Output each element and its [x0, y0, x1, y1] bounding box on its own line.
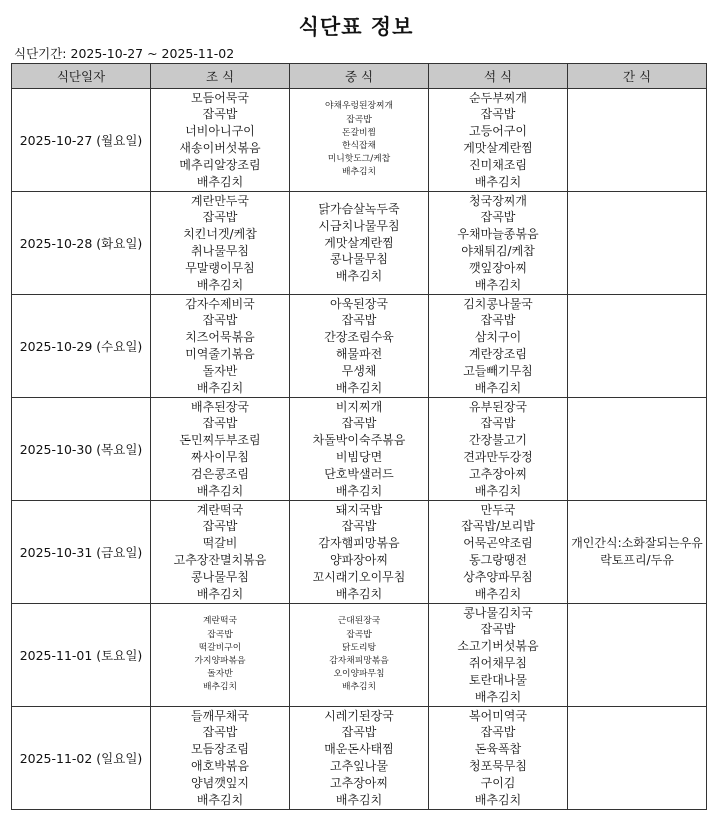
menu-item: 고추잎나물: [330, 759, 388, 773]
meal-cell-lunch: [290, 501, 429, 604]
menu-item: 배추김치: [203, 682, 237, 693]
meal-date: 2025-10-31 (금요일): [12, 501, 151, 604]
menu-item: 배추김치: [474, 483, 522, 498]
menu-item: 배추김치: [196, 277, 244, 292]
menu-item: 새송이버섯볶음: [179, 141, 261, 155]
menu-item: 닭가슴살녹두죽: [318, 202, 400, 216]
menu-item: 잡곡밥: [341, 725, 377, 740]
menu-item: 검은콩조림: [191, 466, 249, 481]
menu-item: 계란장조림: [469, 347, 527, 361]
menu-item: 토란대나물: [469, 672, 527, 687]
menu-item: 고등어구이: [469, 124, 527, 139]
menu-item: 닭도리탕: [342, 642, 376, 653]
meal-cell-breakfast: [151, 707, 290, 810]
meal-cell-breakfast: [151, 295, 290, 398]
menu-item: 깻잎장아찌: [469, 260, 527, 275]
menu-item: 떡갈비: [202, 536, 238, 551]
menu-item: 배추김치: [196, 586, 244, 601]
menu-item: 아욱된장국: [330, 296, 388, 311]
menu-item: 콩나물무침: [330, 252, 388, 267]
menu-item: 야채튀김/케찹: [461, 244, 535, 258]
menu-item: 들깨무채국: [191, 708, 249, 723]
menu-item: 비빔당면: [335, 450, 383, 464]
menu-item: 동그랑땡전: [469, 553, 527, 567]
menu-item: 잡곡밥: [202, 416, 238, 431]
menu-item: 잡곡밥: [480, 416, 516, 431]
menu-item: 배추김치: [474, 380, 522, 395]
menu-item: 배추김치: [342, 167, 376, 178]
menu-item: 잡곡밥: [480, 313, 516, 328]
menu-item: 모듬어묵국: [191, 90, 249, 105]
menu-item: 메추리알장조림: [179, 157, 261, 172]
menu-item: 무말랭이무침: [185, 260, 255, 275]
meal-cell-lunch: [290, 707, 429, 810]
menu-item: 배추김치: [474, 586, 522, 601]
menu-item: 한식잡채: [342, 141, 376, 151]
meal-date: 2025-10-30 (목요일): [12, 398, 151, 501]
menu-item: 취나물무침: [191, 244, 249, 258]
menu-item: 순두부찌개: [469, 90, 527, 105]
menu-item: 배추김치: [196, 380, 244, 395]
table-row: [12, 192, 707, 295]
meal-period: 식단기간: 2025-10-27 ~ 2025-11-02: [14, 46, 235, 61]
table-row: [12, 707, 707, 810]
meal-cell-breakfast: [151, 398, 290, 501]
menu-item: 배추김치: [335, 792, 383, 807]
menu-item: 배추된장국: [191, 399, 249, 414]
menu-item: 콩나물무침: [191, 569, 249, 584]
meal-date: 2025-10-29 (수요일): [12, 295, 151, 398]
menu-item: 돈육폭찹: [474, 742, 522, 757]
menu-item: 잡곡밥: [202, 519, 238, 534]
menu-item: 락토프리/두유: [600, 553, 674, 567]
menu-item: 애호박볶음: [191, 759, 249, 773]
menu-item: 시레기된장국: [324, 708, 394, 723]
menu-item: 오이양파무침: [333, 669, 385, 680]
menu-item: 계란떡국: [196, 502, 244, 517]
menu-item: 근대된장국: [337, 616, 381, 627]
menu-item: 모듬장조림: [191, 742, 249, 757]
meal-cell-dinner: [429, 192, 568, 295]
menu-item: 양념깻잎지: [191, 775, 249, 790]
menu-item: 배추김치: [196, 483, 244, 498]
menu-item: 떡갈비구이: [198, 642, 242, 653]
menu-item: 고추장잔멸치볶음: [173, 553, 267, 567]
menu-item: 시금치나물무침: [318, 218, 400, 233]
menu-item: 야채우렁된장찌개: [325, 101, 393, 112]
menu-item: 잡곡밥: [202, 725, 238, 740]
menu-item: 배추김치: [196, 174, 244, 189]
menu-item: 치즈어묵볶음: [185, 330, 255, 345]
menu-item: 감자채피망볶음: [329, 656, 389, 666]
menu-item: 잡곡밥: [346, 114, 372, 125]
menu-item: 복어미역국: [469, 708, 527, 723]
menu-item: 진미채조림: [469, 157, 527, 172]
menu-item: 꼬시래기오이무침: [312, 569, 406, 584]
menu-item: 미니핫도그/케찹: [327, 154, 391, 165]
menu-item: 삼치구이: [474, 330, 522, 345]
menu-item: 단호박샐러드: [324, 466, 394, 481]
meal-cell-snack: [568, 192, 707, 295]
table-row: [12, 501, 707, 604]
meal-cell-lunch: [290, 89, 429, 192]
menu-item: 배추김치: [474, 689, 522, 704]
meal-cell-snack: [568, 707, 707, 810]
meal-cell-lunch: [290, 295, 429, 398]
menu-item: 배추김치: [474, 174, 522, 189]
menu-item: 돼지국밥: [335, 502, 383, 517]
menu-item: 콩나물김치국: [463, 605, 533, 620]
table-row: [12, 89, 707, 192]
menu-item: 해물파전: [335, 347, 383, 361]
menu-item: 잡곡밥: [202, 313, 238, 328]
meal-cell-breakfast: [151, 89, 290, 192]
menu-item: 우채마늘종볶음: [457, 227, 539, 242]
menu-item: 게맛살계란찜: [324, 235, 394, 250]
menu-item: 돌자반: [202, 363, 238, 378]
menu-item: 배추김치: [474, 792, 522, 807]
meal-table-body: [12, 89, 707, 810]
menu-item: 청포묵무침: [469, 759, 527, 773]
menu-item: 잡곡밥: [202, 210, 238, 225]
menu-item: 잡곡밥: [480, 210, 516, 225]
menu-item: 돈민찌두부조림: [179, 433, 261, 448]
menu-item: 구이김: [480, 775, 516, 790]
menu-item: 치킨너겟/케찹: [183, 227, 257, 242]
menu-item: 고추장아찌: [469, 466, 527, 481]
header-date: 식단일자: [12, 64, 151, 89]
menu-item: 유부된장국: [469, 399, 527, 414]
menu-item: 잡곡밥: [480, 622, 516, 637]
table-header-row: [12, 64, 707, 89]
menu-item: 상추양파무침: [463, 569, 533, 584]
menu-item: 만두국: [480, 502, 516, 517]
table-row: [12, 604, 707, 707]
menu-item: 감자햄피망볶음: [318, 536, 400, 551]
menu-item: 짜사이무침: [191, 450, 249, 464]
meal-date: 2025-11-02 (일요일): [12, 707, 151, 810]
menu-item: 계란떡국: [203, 616, 237, 627]
menu-item: 돌자반: [207, 669, 233, 680]
menu-item: 너비아니구이: [185, 124, 255, 139]
menu-item: 잡곡밥: [341, 313, 377, 328]
meal-cell-snack: [568, 89, 707, 192]
menu-item: 잡곡밥/보리밥: [461, 519, 535, 534]
meal-cell-snack: [568, 398, 707, 501]
header-dinner: 석 식: [429, 64, 568, 89]
meal-cell-breakfast: [151, 192, 290, 295]
menu-item: 김치콩나물국: [463, 296, 533, 311]
menu-item: 가지양파볶음: [194, 656, 246, 666]
meal-cell-dinner: [429, 89, 568, 192]
meal-cell-lunch: [290, 604, 429, 707]
menu-item: 배추김치: [196, 792, 244, 807]
menu-item: 잡곡밥: [480, 107, 516, 122]
menu-item: 배추김치: [335, 483, 383, 498]
meal-date: 2025-10-27 (월요일): [12, 89, 151, 192]
meal-date: 2025-11-01 (토요일): [12, 604, 151, 707]
meal-cell-snack: [568, 501, 707, 604]
meal-cell-breakfast: [151, 604, 290, 707]
menu-item: 감자수제비국: [185, 296, 255, 311]
meal-table: [11, 63, 707, 810]
menu-item: 청국장찌개: [469, 193, 527, 208]
menu-item: 미역줄기볶음: [185, 347, 255, 361]
menu-item: 배추김치: [335, 586, 383, 601]
menu-item: 배추김치: [342, 682, 376, 693]
header-lunch: 중 식: [290, 64, 429, 89]
menu-item: 양파장아찌: [330, 553, 388, 567]
menu-item: 배추김치: [474, 277, 522, 292]
menu-item: 잡곡밥: [346, 629, 372, 640]
menu-item: 견과만두강정: [463, 450, 533, 464]
menu-item: 잡곡밥: [207, 629, 233, 640]
header-breakfast: 조 식: [151, 64, 290, 89]
page-title: 식단표 정보: [298, 15, 414, 39]
menu-item: 잡곡밥: [341, 519, 377, 534]
meal-cell-lunch: [290, 398, 429, 501]
menu-item: 배추김치: [335, 269, 383, 284]
menu-item: 돈갈비찜: [342, 127, 376, 138]
menu-item: 무생채: [341, 363, 377, 378]
table-row: [12, 398, 707, 501]
meal-date: 2025-10-28 (화요일): [12, 192, 151, 295]
menu-item: 소고기버섯볶음: [457, 639, 539, 654]
menu-item: 게맛살계란찜: [463, 141, 533, 155]
menu-item: 잡곡밥: [202, 107, 238, 122]
table-row: [12, 295, 707, 398]
meal-cell-dinner: [429, 295, 568, 398]
menu-item: 쥐어채무침: [469, 656, 527, 670]
meal-cell-lunch: [290, 192, 429, 295]
menu-item: 배추김치: [335, 380, 383, 395]
meal-cell-dinner: [429, 604, 568, 707]
meal-cell-dinner: [429, 398, 568, 501]
menu-item: 잡곡밥: [480, 725, 516, 740]
menu-item: 간장조림수육: [324, 330, 394, 345]
menu-item: 계란만두국: [191, 193, 249, 208]
meal-cell-dinner: [429, 707, 568, 810]
meal-cell-snack: [568, 604, 707, 707]
menu-item: 비지찌개: [335, 399, 383, 414]
menu-item: 고추장아찌: [330, 775, 388, 790]
meal-cell-dinner: [429, 501, 568, 604]
menu-item: 고들빼기무침: [463, 363, 533, 378]
header-snack: 간 식: [568, 64, 707, 89]
menu-item: 매운돈사태찜: [324, 742, 394, 757]
menu-item: 잡곡밥: [341, 416, 377, 431]
menu-item: 어묵곤약조림: [463, 536, 533, 551]
meal-cell-breakfast: [151, 501, 290, 604]
menu-item: 차돌박이숙주볶음: [312, 433, 406, 448]
menu-item: 간장불고기: [469, 433, 527, 448]
menu-item: 개인간식:소화잘되는우유: [571, 536, 703, 550]
meal-cell-snack: [568, 295, 707, 398]
